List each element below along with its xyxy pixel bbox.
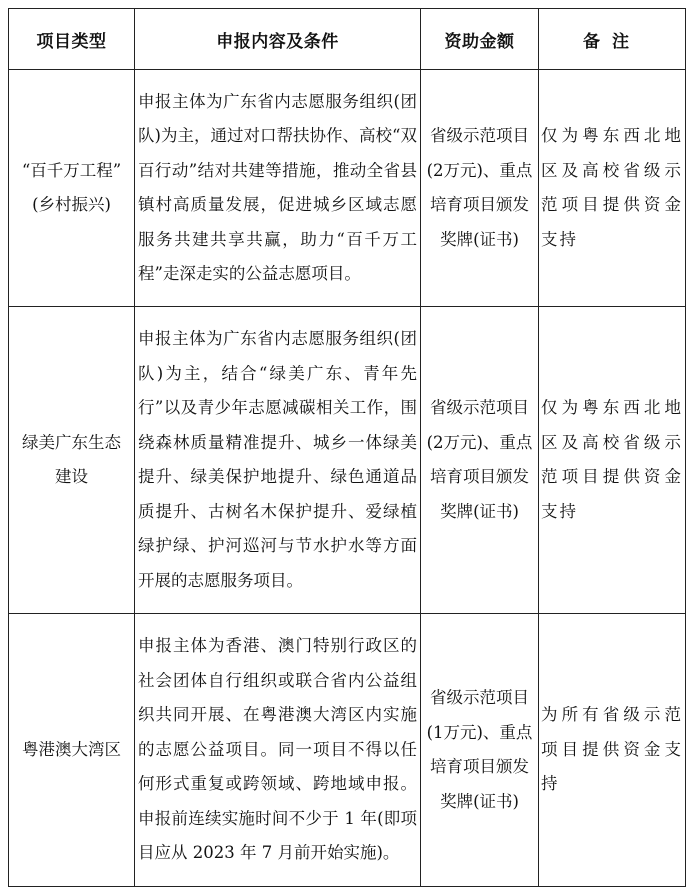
remark-cell <box>539 70 686 307</box>
type-line: (乡村振兴) <box>32 195 111 214</box>
content-text: 申报主体为广东省内志愿服务组织(团队)为主，结合“绿美广东、青年先行”以及青少年志愿减碳相关工作，围绕森林质量精准提升、城乡一体绿美提升、绿美保护地提升、绿色通道品质提升、古树名木保护提升、爱绿植绿护绿、护河巡河与节水护水等方面开展的志愿服务项目。 <box>138 329 417 590</box>
amount-line: 省级示范项目 <box>430 398 529 417</box>
remark-cell <box>539 614 686 887</box>
header-type: 项目类型 <box>9 9 135 70</box>
amount-line: 奖牌(证书) <box>440 501 519 521</box>
type-line: “百千万工程” <box>21 160 122 180</box>
amount-line: 培育项目颁发 <box>430 757 529 776</box>
amount-line: 奖牌(证书) <box>440 229 519 249</box>
table-row <box>9 70 686 307</box>
type-line: 建设 <box>55 467 88 486</box>
remark-text: 仅为粤东西北地区及高校省级示范项目提供资金支持 <box>541 126 683 249</box>
content-cell <box>135 70 421 307</box>
amount-line: 培育项目颁发 <box>430 195 529 214</box>
content-cell <box>135 614 421 887</box>
table-row <box>9 614 686 887</box>
remark-text: 为所有省级示范项目提供资金支持 <box>541 705 683 794</box>
amount-line: 省级示范项目 <box>430 688 529 707</box>
remark-cell <box>539 307 686 614</box>
amount-line: (1万元)、重点 <box>426 722 533 742</box>
amount-cell <box>421 614 539 887</box>
type-line: 粤港澳大湾区 <box>22 739 121 759</box>
type-cell <box>9 70 135 307</box>
content-cell <box>135 307 421 614</box>
project-table <box>8 8 686 887</box>
amount-line: (2万元)、重点 <box>426 432 533 452</box>
table-row <box>9 307 686 614</box>
amount-line: (2万元)、重点 <box>426 160 533 180</box>
type-cell <box>9 614 135 887</box>
amount-line: 培育项目颁发 <box>430 467 529 486</box>
type-cell <box>9 307 135 614</box>
amount-cell <box>421 307 539 614</box>
amount-line: 奖牌(证书) <box>440 791 519 811</box>
type-line: 绿美广东生态 <box>22 432 121 452</box>
remark-text: 仅为粤东西北地区及高校省级示范项目提供资金支持 <box>541 398 683 521</box>
header-remark: 备注 <box>539 9 686 70</box>
header-row <box>9 9 686 70</box>
header-amount: 资助金额 <box>421 9 539 70</box>
header-content: 申报内容及条件 <box>135 9 421 70</box>
content-text: 申报主体为广东省内志愿服务组织(团队)为主，通过对口帮扶协作、高校“双百行动”结对共建等措施，推动全省县镇村高质量发展，促进城乡区域志愿服务共建共享共赢，助力“百千万工 程”走深走实的公益志愿项目。 <box>138 91 417 283</box>
content-text: 申报主体为香港、澳门特别行政区的社会团体自行组织或联合省内公益组织共同开展、在粤港澳大湾区内实施的志愿公益项目。同一项目不得以任何形式重复或跨领域、跨地域申报。申报前连续实施时间不少于 1 年(即项目应从 2023 年 7 月前开始实施)。 <box>138 636 417 863</box>
amount-cell <box>421 70 539 307</box>
amount-line: 省级示范项目 <box>430 126 529 145</box>
